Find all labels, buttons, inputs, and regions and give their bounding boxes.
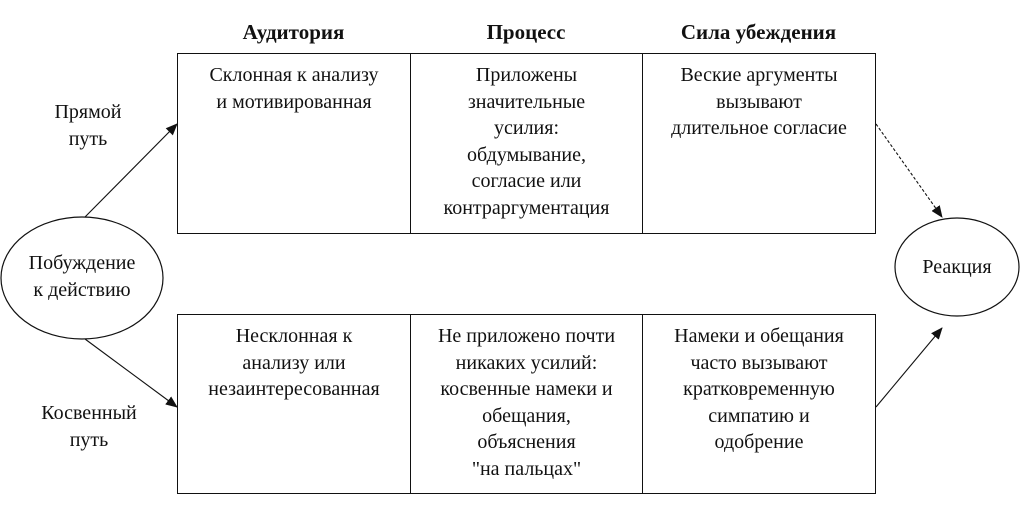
direct-route-label: Прямой путь xyxy=(54,101,122,150)
direct-audience-cell xyxy=(178,54,411,234)
indirect-process-cell xyxy=(411,315,643,494)
indirect-audience-cell xyxy=(178,315,411,494)
arrow-indirect-to-reaction xyxy=(876,328,942,407)
indirect-persuasion-cell xyxy=(643,315,876,494)
direct-persuasion-cell xyxy=(643,54,876,234)
start-node-label: Побуждение к действию xyxy=(28,252,136,301)
end-node-label: Реакция xyxy=(922,256,992,278)
header-process: Процесс xyxy=(486,20,566,44)
direct-route-table xyxy=(177,53,876,234)
direct-audience-text: Склонная к анализу и мотивированная xyxy=(209,64,379,113)
indirect-audience-text: Несклонная к анализу или незаинтересованная xyxy=(208,325,380,400)
header-audience: Аудитория xyxy=(242,20,345,44)
arrow-direct-to-reaction xyxy=(876,124,942,217)
indirect-route-table xyxy=(177,314,876,494)
arrow-start-to-indirect xyxy=(85,339,177,407)
header-persuasion: Сила убеждения xyxy=(680,20,837,44)
direct-process-cell xyxy=(411,54,643,234)
indirect-route-label: Косвенный путь xyxy=(41,402,137,451)
indirect-persuasion-text: Намеки и обещания часто вызывают кратковременную симпатию и одобрение xyxy=(674,325,844,453)
indirect-process-text: Не приложено почти никаких усилий: косвенные намеки и обещания, объяснения "на пальцах" xyxy=(437,325,616,480)
direct-process-text: Приложены значительные усилия: обдумывание, согласие или контраргументация xyxy=(443,64,610,219)
direct-persuasion-text: Веские аргументы вызывают длительное согласие xyxy=(671,64,847,139)
